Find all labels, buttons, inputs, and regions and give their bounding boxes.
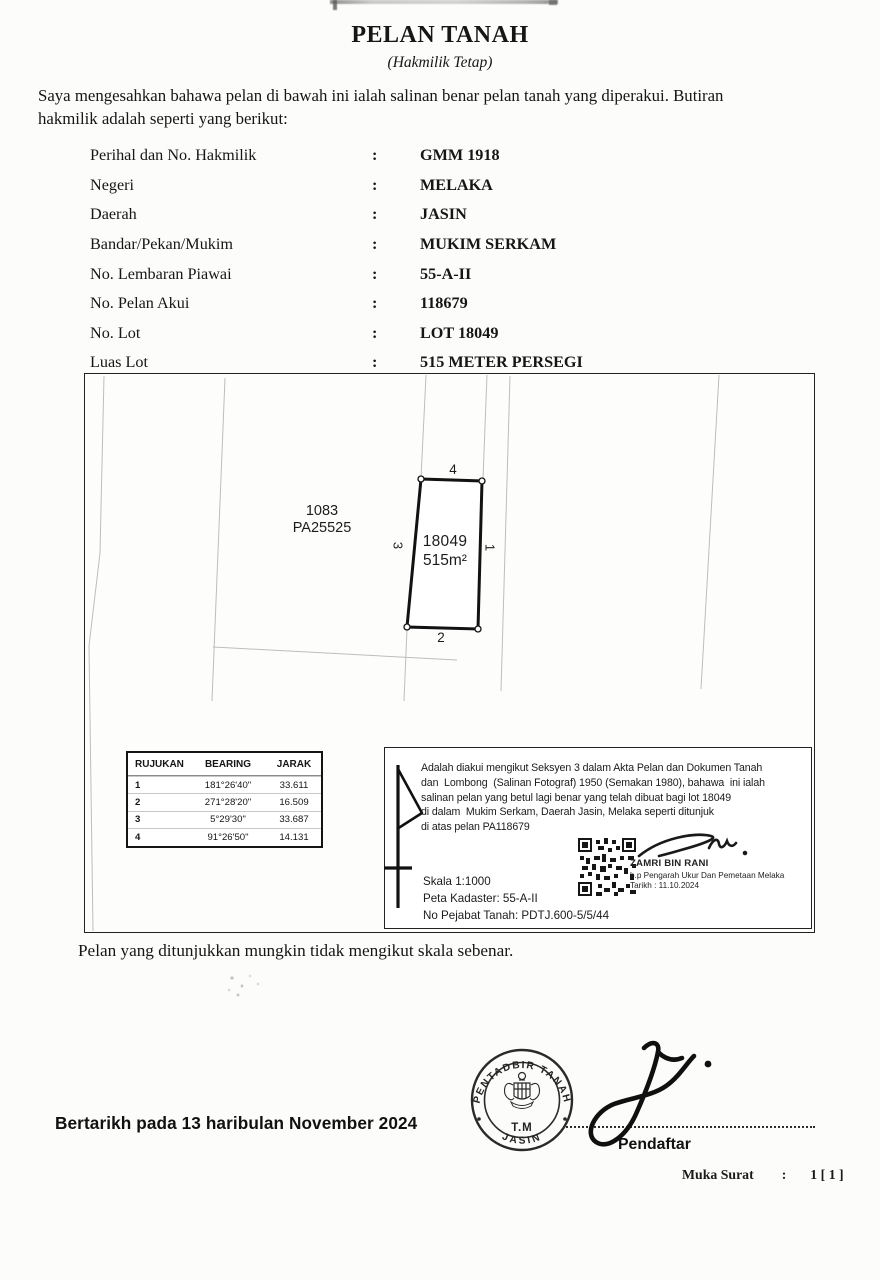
table-row [128, 793, 321, 810]
table-row [128, 811, 321, 828]
vertex-label-4: 4 [449, 462, 457, 477]
page-subtitle: (Hakmilik Tetap) [387, 54, 493, 71]
field-row [90, 171, 810, 201]
scan-smudge [220, 968, 268, 1000]
table-row [128, 828, 321, 845]
vertex-label-1: 1 [482, 543, 498, 552]
signer-name: ZAMRI BIN RANI [630, 858, 709, 869]
field-value: 515 METER PERSEGI [420, 353, 583, 372]
stamp-arc-top-text: PENTADBIR TANAH [471, 1059, 573, 1105]
certification-text-line: dan Lombong (Salinan Fotograf) 1950 (Semakan 1980), bahawa ini ialah [421, 776, 765, 789]
field-colon: : [372, 264, 378, 283]
dated-line: Bertarikh pada 13 haribulan November 2024 [55, 1113, 418, 1133]
field-colon: : [372, 294, 378, 313]
qr-code [578, 838, 636, 896]
field-row [90, 230, 810, 260]
page-number-line [682, 1167, 844, 1183]
lot-area-label: 515m² [423, 552, 467, 569]
scan-artifact-tick [549, 0, 557, 5]
cadastre-label: Peta Kadaster: 55-A-II [423, 891, 538, 905]
cell-bearing: 271°28'20" [204, 797, 252, 809]
bearing-table-header [128, 753, 321, 776]
page-number-label: Muka Surat [682, 1167, 754, 1182]
neighbor-plan-label: PA25525 [292, 520, 352, 536]
intro-line-2: hakmilik adalah seperti yang berikut: [38, 109, 288, 128]
scale-disclaimer-note: Pelan yang ditunjukkan mungkin tidak mengikut skala sebenar. [78, 941, 514, 960]
cell-ref: 4 [135, 831, 141, 843]
registrar-label: Pendaftar [618, 1136, 691, 1153]
vertex-label-3: 3 [390, 541, 406, 550]
stamp-crest-icon [505, 1073, 540, 1109]
field-row [90, 289, 810, 319]
stamp-center-text: T.M [511, 1122, 533, 1134]
cell-bearing: 91°26'50" [207, 831, 249, 843]
cell-jarak: 33.611 [279, 779, 309, 791]
certification-text-line: di dalam Mukim Serkam, Daerah Jasin, Melaka seperti ditunjuk [421, 806, 715, 819]
field-colon: : [372, 175, 378, 194]
page-number-colon: : [781, 1167, 787, 1182]
cell-bearing: 5°29'30" [210, 814, 246, 826]
scan-artifact-top [330, 0, 558, 4]
field-label: Luas Lot [90, 353, 148, 372]
stamp-arc-bottom-text: JASIN [500, 1131, 544, 1147]
header-bearing: BEARING [204, 758, 252, 770]
field-value: LOT 18049 [420, 323, 499, 342]
page-number-value: 1 [ 1 ] [810, 1167, 844, 1182]
field-label: No. Pelan Akui [90, 294, 190, 313]
field-colon: : [372, 146, 378, 165]
cell-ref: 1 [135, 779, 141, 791]
field-row [90, 259, 810, 289]
certification-text-line: salinan pelan yang betul lagi benar yang telah dibuat bagi lot 18049 [421, 791, 732, 804]
field-colon: : [372, 323, 378, 342]
page-title: PELAN TANAH [351, 22, 529, 48]
cell-ref: 2 [135, 797, 141, 809]
certification-box [384, 747, 812, 929]
field-value: MUKIM SERKAM [420, 235, 557, 254]
field-label: Negeri [90, 175, 135, 194]
lot-number-label: 18049 [422, 533, 468, 550]
field-label: Bandar/Pekan/Mukim [90, 235, 233, 254]
field-colon: : [372, 235, 378, 254]
table-row [128, 776, 321, 793]
title-details-list [90, 141, 810, 378]
north-arrow-icon [381, 760, 426, 920]
field-colon: : [372, 353, 378, 372]
field-colon: : [372, 205, 378, 224]
cell-jarak: 14.131 [279, 831, 309, 843]
field-row [90, 319, 810, 349]
field-label: Daerah [90, 205, 137, 224]
field-value: 118679 [420, 294, 468, 313]
header-jarak: JARAK [276, 758, 312, 770]
stamp-dot [477, 1117, 481, 1121]
signer-title: b.p Pengarah Ukur Dan Pemetaan Melaka [630, 871, 785, 880]
vertex-label-2: 2 [437, 630, 445, 645]
signer-block [630, 858, 784, 890]
cadastral-plan-box [84, 373, 815, 933]
field-value: JASIN [420, 205, 467, 224]
field-label: No. Lembaran Piawai [90, 264, 232, 283]
certification-text-line: Adalah diakui mengikut Seksyen 3 dalam Akta Pelan dan Dokumen Tanah [421, 762, 763, 774]
cell-ref: 3 [135, 814, 141, 826]
field-label: No. Lot [90, 323, 141, 342]
field-label: Perihal dan No. Hakmilik [90, 146, 257, 165]
intro-line-1: Saya mengesahkan bahawa pelan di bawah ini ialah salinan benar pelan tanah yang diperakui. Butiran [38, 86, 724, 105]
cell-bearing: 181°26'40" [204, 779, 252, 791]
scan-artifact-tick [333, 0, 337, 10]
header-rujukan: RUJUKAN [135, 758, 184, 770]
office-ref-label: No Pejabat Tanah: PDTJ.600-5/5/44 [423, 908, 610, 922]
spacer [754, 1167, 782, 1183]
spacer [786, 1167, 810, 1183]
neighbor-lot-label: 1083 [305, 503, 339, 519]
certification-text-line: di atas pelan PA118679 [421, 821, 530, 834]
field-row [90, 200, 810, 230]
signer-date: Tarikh : 11.10.2024 [630, 881, 700, 890]
field-row [90, 141, 810, 171]
cell-jarak: 33.687 [279, 814, 309, 826]
field-value: 55-A-II [420, 264, 472, 283]
field-value: GMM 1918 [420, 146, 500, 165]
field-value: MELAKA [420, 175, 493, 194]
scale-label: Skala 1:1000 [423, 875, 491, 888]
cell-jarak: 16.509 [279, 797, 309, 809]
bearing-table [126, 751, 323, 848]
